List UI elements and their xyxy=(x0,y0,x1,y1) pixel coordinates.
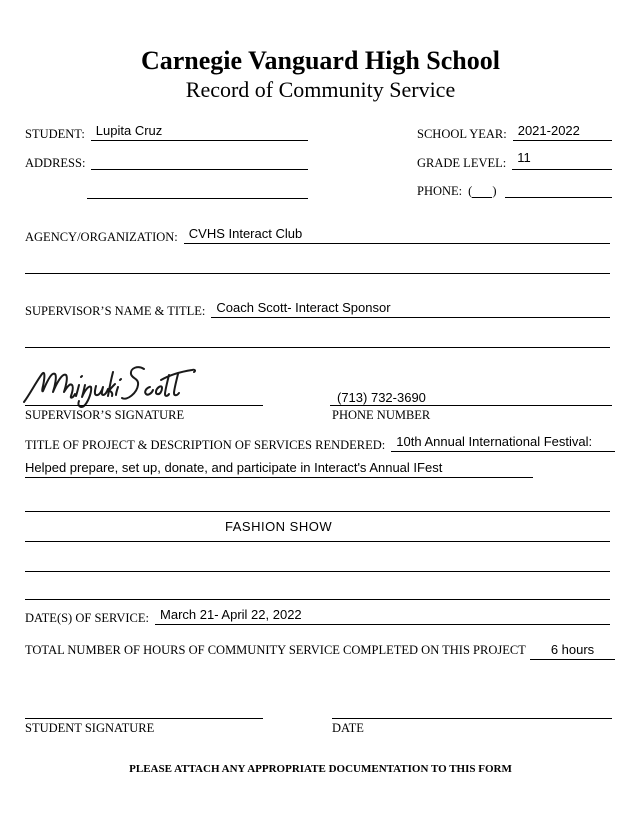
agency-value: CVHS Interact Club xyxy=(188,226,303,241)
address-field-line2[interactable] xyxy=(87,198,308,199)
address-label: ADDRESS: xyxy=(25,156,86,170)
phone-label: PHONE: xyxy=(417,184,463,198)
total-hours-label: TOTAL NUMBER OF HOURS OF COMMUNITY SERVICE COMPLETED ON THIS PROJECT xyxy=(25,643,526,657)
school-year-label: SCHOOL YEAR: xyxy=(417,127,507,141)
phone-paren-close: ) xyxy=(492,184,497,198)
form-title-heading: Record of Community Service xyxy=(185,77,456,102)
phone-field[interactable] xyxy=(505,182,613,198)
description-line1-field[interactable] xyxy=(25,460,533,478)
description-line1-value: Helped prepare, set up, donate, and participate in Interact's Annual IFest xyxy=(25,460,443,475)
total-hours-value: 6 hours xyxy=(550,642,595,657)
address-value xyxy=(91,154,308,156)
school-name-heading: Carnegie Vanguard High School xyxy=(140,46,500,75)
supervisor-name-label: SUPERVISOR’S NAME & TITLE: xyxy=(25,304,206,318)
description-line2-value: FASHION SHOW xyxy=(225,519,333,534)
agency-field[interactable] xyxy=(184,226,610,244)
agency-label: AGENCY/ORGANIZATION: xyxy=(25,230,178,244)
student-label: STUDENT: xyxy=(25,127,85,141)
student-signature-line[interactable] xyxy=(25,718,263,719)
supervisor-signature-label: SUPERVISOR’S SIGNATURE xyxy=(25,408,185,422)
total-hours-field[interactable] xyxy=(530,642,615,660)
ruled-line-supervisor-extra[interactable] xyxy=(25,347,610,348)
school-year-field[interactable] xyxy=(513,123,612,141)
project-title-field[interactable] xyxy=(391,434,615,452)
date-line[interactable] xyxy=(332,718,612,719)
description-ruled-line-2[interactable] xyxy=(25,541,610,542)
description-ruled-line-1[interactable] xyxy=(25,511,610,512)
grade-level-value: 11 xyxy=(517,150,531,165)
date-label: DATE xyxy=(332,721,364,735)
grade-level-field[interactable] xyxy=(512,150,612,170)
description-ruled-line-3[interactable] xyxy=(25,571,610,572)
dates-of-service-value: March 21- April 22, 2022 xyxy=(160,607,302,622)
project-title-value: 10th Annual International Festival: xyxy=(396,434,593,449)
supervisor-signature-handwriting xyxy=(22,360,202,410)
description-ruled-line-4[interactable] xyxy=(25,599,610,600)
dates-of-service-field[interactable] xyxy=(155,607,610,625)
footer-note: PLEASE ATTACH ANY APPROPRIATE DOCUMENTATION TO THIS FORM xyxy=(129,763,512,775)
school-year-value: 2021-2022 xyxy=(517,123,580,138)
address-field[interactable] xyxy=(91,154,308,170)
supervisor-signature-line[interactable] xyxy=(25,405,263,406)
phone-value xyxy=(505,182,613,184)
student-field[interactable] xyxy=(91,123,308,141)
phone-area-code-field[interactable] xyxy=(472,184,492,198)
phone-number-label: PHONE NUMBER xyxy=(332,408,431,422)
phone-number-line[interactable] xyxy=(330,405,612,406)
dates-of-service-label: DATE(S) OF SERVICE: xyxy=(25,611,150,625)
phone-paren-open: ( xyxy=(468,184,473,198)
phone-number-value: (713) 732-3690 xyxy=(337,390,426,405)
grade-level-label: GRADE LEVEL: xyxy=(417,156,507,170)
student-value: Lupita Cruz xyxy=(95,123,163,138)
project-title-label: TITLE OF PROJECT & DESCRIPTION OF SERVICES RENDERED: xyxy=(25,438,386,452)
supervisor-name-field[interactable] xyxy=(211,300,610,318)
supervisor-name-value: Coach Scott- Interact Sponsor xyxy=(216,300,391,315)
ruled-line-agency-extra[interactable] xyxy=(25,273,610,274)
student-signature-label: STUDENT SIGNATURE xyxy=(25,721,155,735)
